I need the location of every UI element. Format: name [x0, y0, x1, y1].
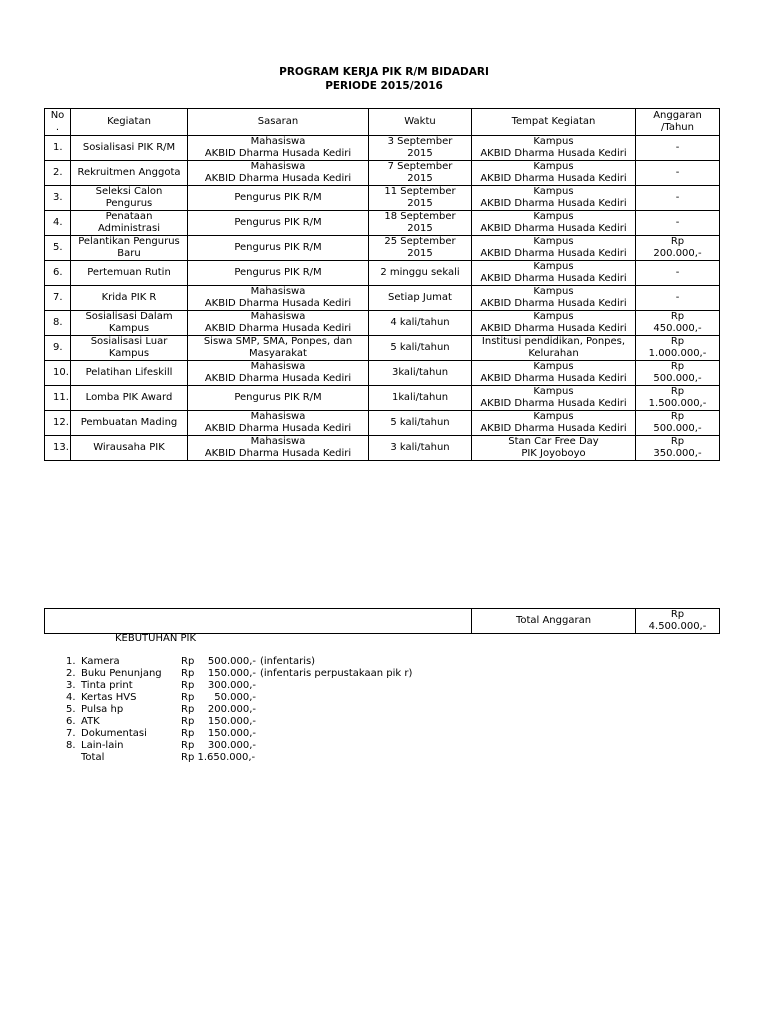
cell-anggaran-line: 1.000.000,-: [648, 348, 707, 359]
cell-kegiatan-line: Wirausaha PIK: [93, 442, 165, 453]
cell-anggaran-line: 350.000,-: [653, 448, 702, 459]
cell-sasaran: [188, 336, 369, 361]
cell-sasaran-line: AKBID Dharma Husada Kediri: [204, 448, 352, 459]
needs-item-name: Kamera: [81, 656, 120, 667]
cell-sasaran-line: AKBID Dharma Husada Kediri: [204, 298, 352, 309]
cell-sasaran: [188, 386, 369, 411]
cell-waktu-line: 3 kali/tahun: [390, 442, 450, 453]
document-title: PROGRAM KERJA PIK R/M BIDADARI: [279, 66, 489, 78]
table-row: [45, 261, 720, 286]
cell-kegiatan: [71, 436, 188, 461]
cell-sasaran-line: Mahasiswa: [250, 161, 306, 172]
table-row: [45, 336, 720, 361]
cell-kegiatan: [71, 136, 188, 161]
row-number: 2.: [45, 161, 71, 186]
table-row: [45, 286, 720, 311]
needs-item-amount: 300.000,-: [207, 740, 256, 751]
row-number: 9.: [45, 336, 71, 361]
cell-tempat: [472, 411, 636, 436]
cell-tempat: [472, 361, 636, 386]
cell-sasaran: [188, 236, 369, 261]
cell-tempat: [472, 311, 636, 336]
total-row: [45, 609, 720, 634]
cell-sasaran-line: AKBID Dharma Husada Kediri: [204, 373, 352, 384]
row-number: 7.: [45, 286, 71, 311]
cell-waktu: [369, 361, 472, 386]
row-number: 6.: [45, 261, 71, 286]
cell-sasaran: [188, 361, 369, 386]
cell-waktu-line: 2 minggu sekali: [380, 267, 460, 278]
cell-anggaran: [636, 386, 720, 411]
cell-anggaran-line: Rp: [670, 436, 685, 447]
cell-anggaran-line: Rp: [670, 311, 685, 322]
cell-tempat-line: Kampus: [533, 211, 574, 222]
table-row: [45, 411, 720, 436]
cell-anggaran: [636, 161, 720, 186]
needs-item-currency: Rp: [181, 704, 195, 715]
needs-item-name: Lain-lain: [81, 740, 124, 751]
table-row: [45, 361, 720, 386]
needs-item-currency: Rp: [181, 716, 195, 727]
needs-item-currency: Rp: [181, 668, 195, 679]
row-number: 1.: [45, 136, 71, 161]
needs-item-number: 6.: [66, 716, 76, 727]
cell-waktu: [369, 436, 472, 461]
row-number: 3.: [45, 186, 71, 211]
cell-tempat-line: Kampus: [533, 311, 574, 322]
cell-kegiatan-line: Sosialisasi PIK R/M: [82, 142, 176, 153]
cell-tempat-line: Institusi pendidikan, Ponpes,: [481, 336, 626, 347]
cell-anggaran-line: Rp: [670, 411, 685, 422]
cell-anggaran-line: -: [675, 217, 680, 228]
cell-tempat-line: AKBID Dharma Husada Kediri: [480, 198, 627, 209]
cell-tempat-line: Kampus: [533, 286, 574, 297]
cell-sasaran-line: Mahasiswa: [250, 311, 306, 322]
cell-waktu-line: 18 September: [384, 211, 456, 222]
cell-kegiatan-line: Pembuatan Mading: [80, 417, 178, 428]
needs-item-number: 7.: [66, 728, 76, 739]
needs-item-number: 3.: [66, 680, 76, 691]
cell-tempat-line: Kampus: [533, 261, 574, 272]
needs-total-label: Total: [81, 752, 105, 763]
cell-waktu-line: 2015: [407, 173, 433, 184]
cell-waktu-line: Setiap Jumat: [388, 292, 452, 303]
cell-waktu-line: 1kali/tahun: [391, 392, 449, 403]
needs-item-amount: 50.000,-: [214, 692, 256, 703]
cell-anggaran-line: -: [675, 292, 680, 303]
cell-tempat-line: AKBID Dharma Husada Kediri: [480, 398, 627, 409]
cell-tempat-line: AKBID Dharma Husada Kediri: [480, 148, 627, 159]
cell-kegiatan: [71, 361, 188, 386]
cell-tempat-line: Kelurahan: [528, 348, 579, 359]
needs-item-currency: Rp: [181, 728, 195, 739]
cell-kegiatan: [71, 236, 188, 261]
cell-sasaran-line: AKBID Dharma Husada Kediri: [204, 323, 352, 334]
needs-item-name: Tinta print: [81, 680, 133, 691]
cell-tempat-line: AKBID Dharma Husada Kediri: [480, 248, 627, 259]
cell-tempat-line: Kampus: [533, 386, 574, 397]
needs-item-amount: 150.000,-: [207, 716, 256, 727]
table-body: [45, 136, 720, 461]
cell-kegiatan-line: Penataan: [105, 211, 153, 222]
needs-item-name: ATK: [81, 716, 100, 727]
cell-anggaran: [636, 136, 720, 161]
row-number: 4.: [45, 211, 71, 236]
cell-waktu-line: 5 kali/tahun: [390, 342, 450, 353]
cell-waktu: [369, 311, 472, 336]
cell-tempat: [472, 136, 636, 161]
needs-item-amount: 200.000,-: [207, 704, 256, 715]
needs-title: KEBUTUHAN PIK: [115, 633, 197, 644]
cell-sasaran-line: Pengurus PIK R/M: [234, 267, 322, 278]
table-row: [45, 236, 720, 261]
row-number: 8.: [45, 311, 71, 336]
cell-kegiatan-line: Pertemuan Rutin: [87, 267, 171, 278]
cell-anggaran-line: Rp: [670, 386, 685, 397]
cell-kegiatan-line: Lomba PIK Award: [85, 392, 173, 403]
cell-anggaran: [636, 261, 720, 286]
cell-waktu: [369, 261, 472, 286]
cell-sasaran-line: Mahasiswa: [250, 136, 306, 147]
cell-tempat-line: Kampus: [533, 411, 574, 422]
cell-kegiatan-line: Kampus: [108, 348, 150, 359]
cell-tempat: [472, 161, 636, 186]
cell-anggaran-line: -: [675, 267, 680, 278]
header-kegiatan: Kegiatan: [71, 109, 188, 136]
table-row: [45, 136, 720, 161]
cell-kegiatan-line: Krida PIK R: [101, 292, 157, 303]
needs-item-name: Dokumentasi: [81, 728, 147, 739]
needs-item-number: 5.: [66, 704, 76, 715]
cell-kegiatan: [71, 211, 188, 236]
cell-sasaran-line: Mahasiswa: [250, 286, 306, 297]
cell-sasaran-line: AKBID Dharma Husada Kediri: [204, 173, 352, 184]
cell-anggaran: [636, 286, 720, 311]
cell-tempat: [472, 236, 636, 261]
cell-tempat: [472, 261, 636, 286]
cell-waktu-line: 7 September: [387, 161, 453, 172]
cell-sasaran: [188, 211, 369, 236]
cell-waktu: [369, 136, 472, 161]
needs-item-currency: Rp: [181, 656, 195, 667]
cell-waktu: [369, 236, 472, 261]
cell-tempat-line: Kampus: [533, 136, 574, 147]
table-row: [45, 311, 720, 336]
cell-waktu-line: 3kali/tahun: [391, 367, 449, 378]
cell-tempat-line: PIK Joyoboyo: [521, 448, 586, 459]
table-row: [45, 211, 720, 236]
total-table: [44, 608, 720, 634]
table-row: [45, 386, 720, 411]
cell-anggaran: [636, 236, 720, 261]
cell-kegiatan-line: Rekruitmen Anggota: [77, 167, 181, 178]
needs-item-number: 4.: [66, 692, 76, 703]
cell-tempat-line: AKBID Dharma Husada Kediri: [480, 223, 627, 234]
cell-kegiatan: [71, 336, 188, 361]
cell-sasaran: [188, 136, 369, 161]
cell-anggaran: [636, 336, 720, 361]
cell-kegiatan: [71, 286, 188, 311]
cell-sasaran-line: Pengurus PIK R/M: [234, 217, 322, 228]
cell-kegiatan: [71, 411, 188, 436]
cell-sasaran-line: Pengurus PIK R/M: [234, 392, 322, 403]
cell-sasaran: [188, 161, 369, 186]
cell-kegiatan-line: Seleksi Calon: [95, 186, 163, 197]
cell-waktu: [369, 386, 472, 411]
needs-item-number: 8.: [66, 740, 76, 751]
cell-tempat-line: Kampus: [533, 361, 574, 372]
needs-item-currency: Rp: [181, 740, 195, 751]
cell-tempat-line: AKBID Dharma Husada Kediri: [480, 298, 627, 309]
cell-kegiatan: [71, 161, 188, 186]
row-number: 12.: [45, 411, 71, 436]
cell-sasaran-line: Mahasiswa: [250, 436, 306, 447]
cell-anggaran: [636, 436, 720, 461]
cell-sasaran: [188, 186, 369, 211]
cell-anggaran-line: 200.000,-: [653, 248, 702, 259]
cell-anggaran-line: 1.500.000,-: [648, 398, 707, 409]
cell-kegiatan-line: Pelantikan Pengurus: [78, 236, 180, 247]
cell-waktu-line: 2015: [407, 223, 433, 234]
cell-anggaran: [636, 211, 720, 236]
table-row: [45, 436, 720, 461]
cell-kegiatan-line: Pelatihan Lifeskill: [85, 367, 173, 378]
work-program-table: [44, 108, 720, 461]
cell-tempat: [472, 336, 636, 361]
row-number: 5.: [45, 236, 71, 261]
cell-anggaran-line: -: [675, 142, 680, 153]
row-number: 13.: [45, 436, 71, 461]
cell-waktu: [369, 211, 472, 236]
cell-sasaran: [188, 436, 369, 461]
cell-waktu-line: 2015: [407, 148, 433, 159]
cell-kegiatan: [71, 261, 188, 286]
cell-kegiatan: [71, 386, 188, 411]
cell-kegiatan-line: Administrasi: [97, 223, 160, 234]
cell-kegiatan: [71, 311, 188, 336]
needs-item-note: (infentaris perpustakaan pik r): [260, 668, 413, 679]
cell-kegiatan: [71, 186, 188, 211]
cell-anggaran-line: Rp: [670, 236, 685, 247]
cell-waktu-line: 25 September: [384, 236, 456, 247]
table-header-row: [45, 109, 720, 136]
needs-item-currency: Rp: [181, 692, 195, 703]
cell-anggaran-line: -: [675, 192, 680, 203]
cell-waktu-line: 5 kali/tahun: [390, 417, 450, 428]
cell-anggaran-line: 500.000,-: [653, 373, 702, 384]
cell-sasaran-line: Mahasiswa: [250, 361, 306, 372]
cell-sasaran-line: Masyarakat: [249, 348, 307, 359]
table-row: [45, 186, 720, 211]
needs-item-number: 1.: [66, 656, 76, 667]
cell-anggaran: [636, 361, 720, 386]
row-number: 11.: [45, 386, 71, 411]
needs-item-amount: 300.000,-: [207, 680, 256, 691]
cell-sasaran: [188, 411, 369, 436]
cell-sasaran-line: Pengurus PIK R/M: [234, 192, 322, 203]
cell-sasaran-line: Pengurus PIK R/M: [234, 242, 322, 253]
cell-anggaran-line: Rp: [670, 361, 685, 372]
cell-waktu-line: 3 September: [387, 136, 453, 147]
table-row: [45, 161, 720, 186]
cell-waktu-line: 4 kali/tahun: [390, 317, 450, 328]
header-tempat: Tempat Kegiatan: [472, 109, 636, 136]
cell-kegiatan-line: Baru: [117, 248, 141, 259]
cell-anggaran: [636, 311, 720, 336]
cell-tempat-line: AKBID Dharma Husada Kediri: [480, 273, 627, 284]
cell-waktu: [369, 411, 472, 436]
needs-item-currency: Rp: [181, 680, 195, 691]
needs-item-name: Buku Penunjang: [81, 668, 162, 679]
total-label: Total Anggaran: [472, 609, 636, 634]
header-anggaran: Anggaran /Tahun: [636, 109, 720, 136]
header-no: No .: [45, 109, 71, 136]
needs-item-amount: 150.000,-: [207, 728, 256, 739]
row-number: 10.: [45, 361, 71, 386]
needs-item-name: Kertas HVS: [81, 692, 137, 703]
cell-kegiatan-line: Pengurus: [105, 198, 153, 209]
cell-waktu: [369, 161, 472, 186]
cell-tempat: [472, 211, 636, 236]
cell-anggaran-line: -: [675, 167, 680, 178]
total-value: Rp 4.500.000,-: [636, 609, 720, 634]
cell-tempat-line: Kampus: [533, 186, 574, 197]
needs-total-value: Rp 1.650.000,-: [181, 752, 256, 763]
cell-tempat: [472, 386, 636, 411]
cell-sasaran-line: Mahasiswa: [250, 411, 306, 422]
needs-item-amount: 500.000,-: [207, 656, 256, 667]
cell-tempat-line: AKBID Dharma Husada Kediri: [480, 173, 627, 184]
cell-waktu: [369, 186, 472, 211]
cell-waktu-line: 11 September: [384, 186, 456, 197]
cell-tempat-line: Kampus: [533, 161, 574, 172]
cell-tempat-line: AKBID Dharma Husada Kediri: [480, 423, 627, 434]
cell-sasaran-line: AKBID Dharma Husada Kediri: [204, 423, 352, 434]
cell-anggaran: [636, 411, 720, 436]
needs-item-number: 2.: [66, 668, 76, 679]
cell-tempat: [472, 186, 636, 211]
cell-anggaran-line: 500.000,-: [653, 423, 702, 434]
document-period: PERIODE 2015/2016: [325, 80, 443, 92]
cell-kegiatan-line: Kampus: [108, 323, 150, 334]
needs-item-note: (infentaris): [260, 656, 316, 667]
cell-tempat-line: AKBID Dharma Husada Kediri: [480, 373, 627, 384]
cell-waktu-line: 2015: [407, 198, 433, 209]
cell-anggaran-line: 450.000,-: [653, 323, 702, 334]
total-empty-cell: [45, 609, 472, 634]
cell-kegiatan-line: Sosialisasi Luar: [90, 336, 168, 347]
cell-tempat-line: Stan Car Free Day: [508, 436, 599, 447]
header-sasaran: Sasaran: [188, 109, 369, 136]
needs-item-amount: 150.000,-: [207, 668, 256, 679]
cell-kegiatan-line: Sosialisasi Dalam: [85, 311, 173, 322]
cell-waktu-line: 2015: [407, 248, 433, 259]
header-waktu: Waktu: [369, 109, 472, 136]
cell-tempat: [472, 436, 636, 461]
cell-tempat: [472, 286, 636, 311]
cell-anggaran-line: Rp: [670, 336, 685, 347]
cell-sasaran: [188, 286, 369, 311]
cell-sasaran-line: AKBID Dharma Husada Kediri: [204, 148, 352, 159]
cell-anggaran: [636, 186, 720, 211]
cell-waktu: [369, 336, 472, 361]
cell-tempat-line: Kampus: [533, 236, 574, 247]
cell-waktu: [369, 286, 472, 311]
cell-tempat-line: AKBID Dharma Husada Kediri: [480, 323, 627, 334]
cell-sasaran: [188, 311, 369, 336]
cell-sasaran: [188, 261, 369, 286]
needs-item-name: Pulsa hp: [81, 704, 124, 715]
cell-sasaran-line: Siswa SMP, SMA, Ponpes, dan: [203, 336, 353, 347]
